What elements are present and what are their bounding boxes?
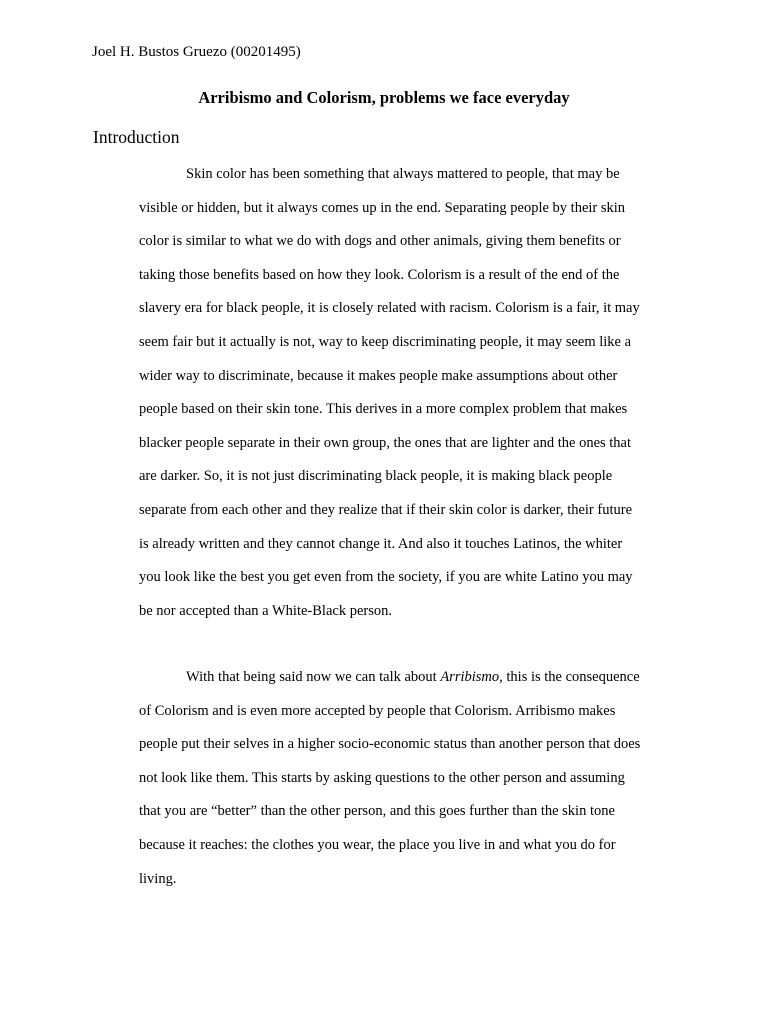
paragraph-line: wider way to discriminate, because it makes people make assumptions about other [139,367,618,384]
paragraph-line: of Colorism and is even more accepted by people that Colorism. Arribismo makes [139,702,616,719]
paragraph-line: because it reaches: the clothes you wear, the place you live in and what you do for [139,836,616,853]
paragraph-1 [139,164,640,634]
paragraph-line: people based on their skin tone. This derives in a more complex problem that makes [139,401,628,418]
paragraph-line: blacker people separate in their own group, the ones that are lighter and the ones that [139,434,632,451]
paragraph-line: visible or hidden, but it always comes up in the end. Separating people by their skin [139,199,626,216]
paragraph-line [139,667,640,701]
document-title: Arribismo and Colorism, problems we face everyday [198,88,570,107]
paragraph-line: separate from each other and they realize that if their skin color is darker, their future [139,501,633,518]
paragraph-line: Skin color has been something that always mattered to people, that may be [186,166,620,182]
paragraph-line: not look like them. This starts by asking questions to the other person and assuming [139,769,625,786]
section-heading: Introduction [93,127,180,147]
text-run: With that being said now we can talk about [186,669,441,685]
paragraph-line: people put their selves in a higher socio-economic status than another person that does [139,736,641,753]
paragraph-line: you look like the best you get even from the society, if you are white Latino you may [139,569,633,586]
text-run: , this is the consequence [499,669,640,685]
paragraph-line: taking those benefits based on how they look. Colorism is a result of the end of the [139,266,620,283]
author-line: Joel H. Bustos Gruezo (00201495) [92,44,301,60]
paragraph-line: are darker. So, it is not just discriminating black people, it is making black people [139,468,613,485]
paragraph-line: be nor accepted than a White-Black person. [139,602,392,619]
paragraph-line: living. [139,870,177,887]
paragraph-line: slavery era for black people, it is closely related with racism. Colorism is a fair, it may [139,300,640,317]
paragraph-line: seem fair but it actually is not, way to keep discriminating people, it may seem like a [139,333,632,350]
paragraph-line: color is similar to what we do with dogs and other animals, giving them benefits or [139,233,621,250]
paragraph-line: that you are “better” than the other person, and this goes further than the skin tone [139,803,615,820]
italic-term: Arribismo [440,669,500,685]
paragraph-2 [139,667,640,902]
paragraph-line: is already written and they cannot change it. And also it touches Latinos, the whiter [139,535,623,552]
